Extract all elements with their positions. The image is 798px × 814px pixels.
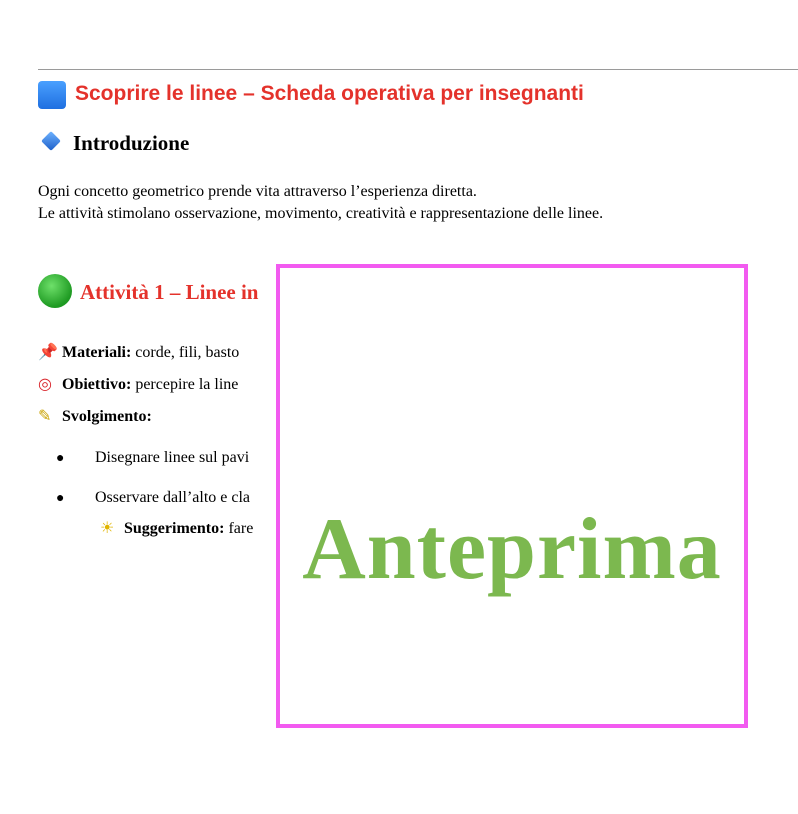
intro-line-2: Le attività stimolano osservazione, movimento, creatività e rappresentazione delle linee.	[38, 205, 604, 222]
objective-label: Obiettivo:	[62, 376, 132, 393]
tip-text: fare	[224, 520, 254, 537]
preview-watermark: Anteprima	[302, 501, 722, 598]
bullet-1: ●	[56, 451, 65, 466]
blue-square-icon	[38, 81, 66, 109]
bullet-2: ●	[56, 491, 65, 506]
tip-label: Suggerimento:	[124, 520, 225, 537]
objective-text: percepire la line	[131, 376, 239, 393]
materials-label: Materiali:	[62, 344, 132, 361]
procedure-row	[38, 406, 152, 426]
list-item: Disegnare linee sul pavi	[95, 449, 250, 466]
materials-text: corde, fili, basto	[131, 344, 240, 361]
procedure-label: Svolgimento:	[62, 408, 152, 425]
document-title: Scoprire le linee – Scheda operativa per insegnanti	[75, 82, 584, 105]
intro-heading: Introduzione	[73, 131, 190, 155]
preview-overlay	[276, 264, 748, 728]
lightbulb-icon: ☀	[100, 518, 115, 537]
target-icon: ◎	[38, 374, 52, 393]
horizontal-rule	[38, 69, 798, 70]
tip-row	[100, 518, 253, 538]
blue-diamond-icon	[41, 131, 61, 151]
activity-heading: Attività 1 – Linee in	[80, 280, 259, 304]
objective-row	[38, 374, 238, 394]
pushpin-icon: 📌	[38, 342, 58, 361]
green-circle-icon	[38, 274, 72, 308]
intro-line-1: Ogni concetto geometrico prende vita attraverso l’esperienza diretta.	[38, 183, 477, 200]
memo-icon: ✎	[38, 406, 52, 425]
list-item: Osservare dall’alto e cla	[95, 489, 251, 506]
materials-row	[38, 342, 239, 362]
